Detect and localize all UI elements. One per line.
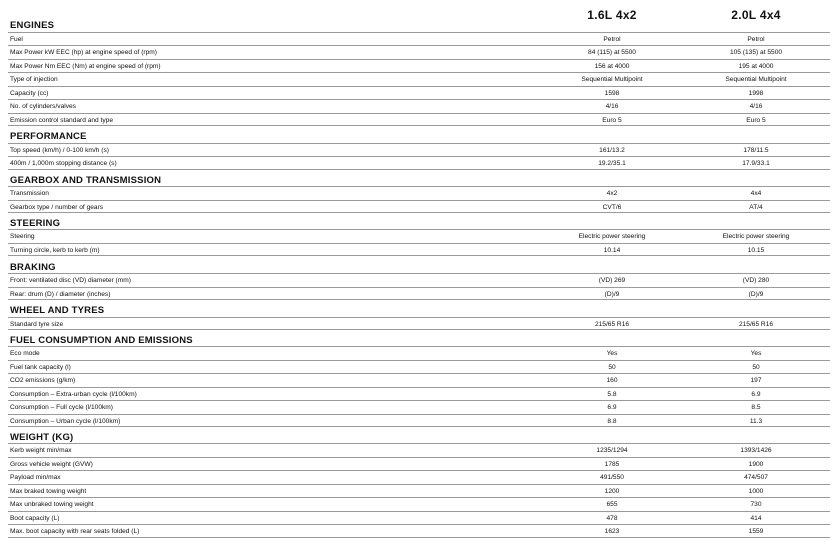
- spec-row-label: Max. boot capacity with rear seats folded (L): [10, 528, 140, 535]
- spec-value-2-0l: 17.9/33.1: [742, 160, 770, 167]
- section-title: STEERING: [10, 218, 61, 229]
- spec-value-1-6l: Yes: [606, 350, 618, 357]
- spec-row: [8, 59, 830, 73]
- spec-value-2-0l: 1000: [748, 487, 764, 495]
- spec-value-1-6l: (VD) 269: [598, 277, 626, 284]
- spec-value-2-0l: 50: [752, 363, 760, 371]
- spec-row: [8, 400, 830, 414]
- spec-row-label: Fuel: [10, 35, 23, 43]
- spec-value-1-6l: 50: [608, 363, 616, 371]
- spec-value-1-6l: 6.9: [607, 404, 617, 411]
- spec-value-1-6l: Petrol: [603, 35, 621, 43]
- spec-value-2-0l: 1559: [748, 528, 764, 535]
- spec-row-label: CO2 emissions (g/km): [10, 377, 76, 384]
- spec-value-2-0l: 11.3: [749, 417, 763, 425]
- spec-value-2-0l: Petrol: [747, 35, 765, 43]
- spec-value-1-6l: 1598: [604, 89, 620, 97]
- spec-value-2-0l: Euro 5: [746, 116, 766, 124]
- spec-row: [8, 373, 830, 387]
- spec-row: [8, 243, 830, 257]
- spec-value-1-6l: 215/65 R16: [594, 320, 630, 328]
- spec-value-2-0l: 197: [750, 377, 762, 384]
- spec-row-label: Turning circle, kerb to kerb (m): [10, 246, 100, 254]
- spec-value-2-0l: AT/4: [749, 203, 763, 211]
- spec-value-2-0l: 4x4: [750, 190, 762, 197]
- spec-value-1-6l: 156 at 4000: [594, 62, 630, 70]
- spec-row: [8, 470, 830, 484]
- section-title: BRAKING: [10, 262, 56, 273]
- spec-row: [8, 229, 830, 243]
- spec-row: [8, 443, 830, 457]
- spec-row: [8, 200, 830, 214]
- spec-row-label: No. of cylinders/valves: [10, 103, 76, 110]
- spec-row: [8, 387, 830, 401]
- spec-value-1-6l: 1200: [604, 487, 620, 495]
- spec-value-2-0l: 215/65 R16: [738, 320, 774, 328]
- spec-value-2-0l: 195 at 4000: [738, 62, 774, 70]
- spec-row: [8, 484, 830, 498]
- spec-row: [8, 99, 830, 113]
- spec-value-2-0l: 178/11.5: [743, 146, 769, 154]
- spec-row-label: Kerb weight min/max: [10, 447, 72, 454]
- section-title: WEIGHT (KG): [10, 432, 74, 443]
- spec-row-label: Consumption – Extra-urban cycle (l/100km): [10, 390, 137, 398]
- spec-value-1-6l: 4x2: [606, 190, 618, 197]
- column-header-1-6l-4x2: 1.6L 4x2: [587, 8, 637, 22]
- spec-row-label: Transmission: [10, 190, 49, 197]
- spec-row-label: Consumption – Full cycle (l/100km): [10, 404, 113, 411]
- spec-row: [8, 511, 830, 525]
- spec-value-1-6l: 1785: [604, 460, 620, 468]
- spec-value-1-6l: Sequential Multipoint: [581, 76, 643, 83]
- spec-row: [8, 317, 830, 331]
- spec-value-1-6l: 19.2/35.1: [598, 160, 626, 167]
- spec-row-label: Consumption – Urban cycle (l/100km): [10, 417, 121, 425]
- spec-value-1-6l: 491/550: [600, 474, 624, 481]
- spec-row: [8, 346, 830, 360]
- spec-value-1-6l: 1235/1294: [596, 447, 628, 454]
- spec-value-1-6l: 84 (115) at 5500: [588, 49, 636, 56]
- spec-row-label: Top speed (km/h) / 0-100 km/h (s): [10, 146, 109, 154]
- spec-row-label: Payload min/max: [10, 474, 61, 481]
- spec-value-2-0l: 105 (135) at 5500: [729, 49, 783, 56]
- spec-row: [8, 457, 830, 471]
- spec-value-2-0l: Yes: [750, 350, 762, 357]
- spec-value-1-6l: 1623: [604, 528, 620, 535]
- spec-value-2-0l: (D)/9: [748, 290, 764, 298]
- spec-value-2-0l: 1900: [748, 460, 764, 468]
- spec-row: [8, 86, 830, 100]
- spec-value-2-0l: Electric power steering: [722, 233, 790, 240]
- spec-row-label: Steering: [10, 233, 35, 240]
- spec-value-1-6l: 5.8: [607, 390, 617, 398]
- section-title: GEARBOX AND TRANSMISSION: [10, 175, 162, 186]
- spec-row-label: Max braked towing weight: [10, 487, 87, 495]
- spec-value-2-0l: 1393/1426: [740, 447, 772, 454]
- spec-row: [8, 524, 830, 538]
- spec-row-label: Fuel tank capacity (l): [10, 363, 71, 371]
- column-headers: [0, 8, 840, 24]
- spec-row: [8, 32, 830, 46]
- spec-value-2-0l: 4/16: [749, 103, 763, 110]
- spec-value-1-6l: Electric power steering: [578, 233, 646, 240]
- spec-row-label: Eco mode: [10, 350, 40, 357]
- spec-value-1-6l: 10.14: [603, 246, 621, 254]
- spec-row: [8, 414, 830, 428]
- spec-row-label: Standard tyre size: [10, 320, 64, 328]
- section-title: PERFORMANCE: [10, 131, 87, 142]
- spec-row: [8, 360, 830, 374]
- spec-value-1-6l: 161/13.2: [599, 146, 625, 154]
- spec-row: [8, 287, 830, 301]
- spec-row-label: Emission control standard and type: [10, 116, 113, 124]
- spec-value-1-6l: 655: [606, 501, 618, 508]
- spec-row: [8, 273, 830, 287]
- spec-value-2-0l: 1998: [748, 89, 764, 97]
- spec-value-2-0l: (VD) 280: [742, 277, 770, 284]
- section-title: ENGINES: [10, 20, 55, 31]
- spec-value-1-6l: Euro 5: [602, 116, 622, 124]
- section-title: WHEEL AND TYRES: [10, 305, 105, 316]
- spec-row: [8, 45, 830, 59]
- spec-value-2-0l: 474/507: [744, 474, 768, 481]
- spec-row-label: Gearbox type / number of gears: [10, 203, 104, 211]
- spec-row: [8, 113, 830, 127]
- spec-value-2-0l: 8.5: [751, 404, 761, 411]
- spec-value-1-6l: 160: [606, 377, 618, 384]
- spec-value-1-6l: (D)/9: [604, 290, 620, 298]
- spec-value-1-6l: 8.8: [607, 417, 617, 425]
- spec-row: [8, 72, 830, 86]
- column-header-2-0l-4x4: 2.0L 4x4: [731, 8, 781, 22]
- spec-row: [8, 497, 830, 511]
- spec-value-2-0l: Sequential Multipoint: [725, 76, 787, 83]
- spec-row-label: Type of injection: [10, 76, 58, 83]
- spec-value-2-0l: 730: [750, 501, 762, 508]
- section-title: FUEL CONSUMPTION AND EMISSIONS: [10, 335, 193, 346]
- spec-row-label: Boot capacity (L): [10, 514, 60, 522]
- spec-row-label: Capacity (cc): [10, 89, 49, 97]
- spec-row-label: Max Power Nm EEC (Nm) at engine speed of (rpm): [10, 62, 161, 70]
- spec-value-1-6l: 478: [606, 514, 618, 522]
- spec-value-1-6l: CVT/6: [602, 203, 622, 211]
- spec-row-label: Front: ventilated disc (VD) diameter (mm): [10, 277, 131, 284]
- spec-row: [8, 156, 830, 170]
- spec-value-2-0l: 414: [750, 514, 762, 522]
- spec-value-1-6l: 4/16: [605, 103, 619, 110]
- spec-row: [8, 186, 830, 200]
- spec-row: [8, 143, 830, 157]
- spec-row-label: Gross vehicle weight (GVW): [10, 460, 93, 468]
- spec-row-label: 400m / 1,000m stopping distance (s): [10, 160, 117, 167]
- spec-row-label: Max unbraked towing weight: [10, 501, 94, 508]
- spec-value-2-0l: 10.15: [747, 246, 765, 254]
- spec-row-label: Rear: drum (D) / diameter (inches): [10, 290, 111, 298]
- spec-row-label: Max Power kW EEC (hp) at engine speed of (rpm): [10, 49, 157, 56]
- spec-value-2-0l: 6.9: [751, 390, 761, 398]
